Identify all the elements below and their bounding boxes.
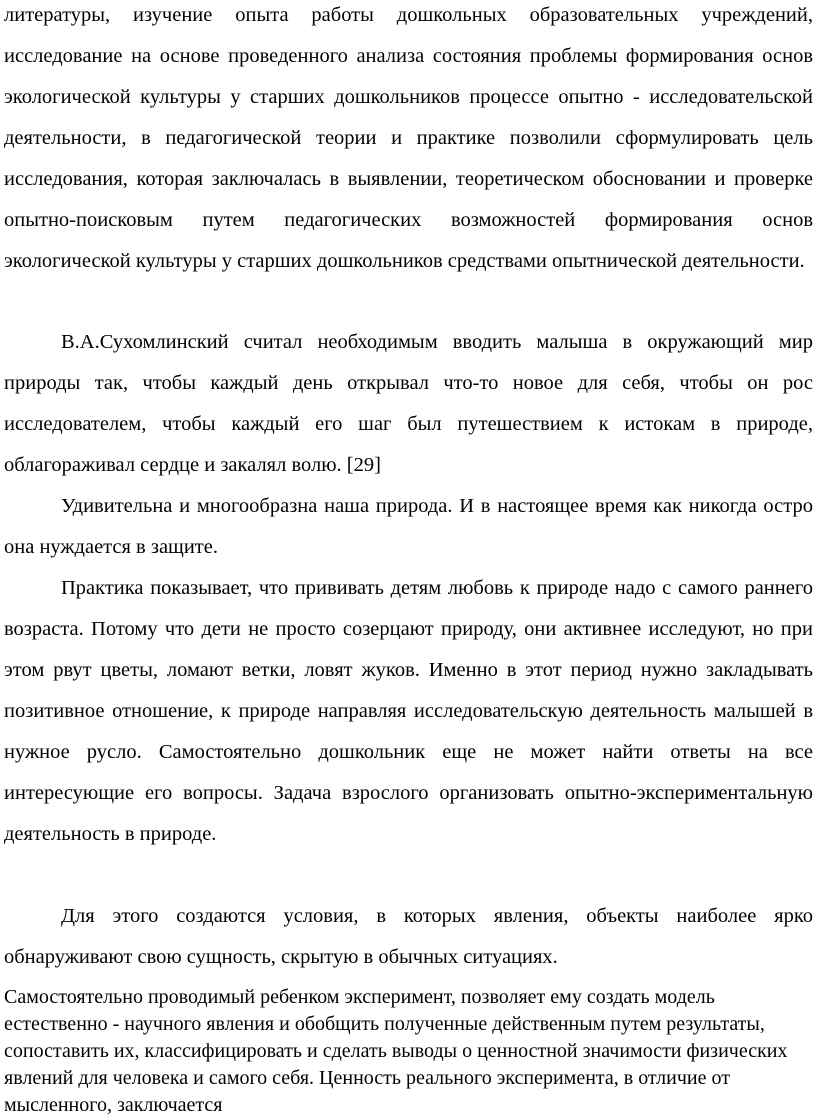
paragraph-text: литературы, изучение опыта работы дошкольных образовательных учреждений, исследование на основе проведенного анализа состояния проблемы формирования основ экологической культуры у старших дошкольников процессе опытно - исследовательской деятельности, в педагогической теории и практике позволили сформулировать цель исследования, которая заключалась в выявлении, теоретическом обосновании и проверке опытно-поисковым путем педагогических возможностей формирования основ экологической культуры у старших дошкольников средствами опытнической деятельности.	[4, 4, 813, 272]
paragraph-text: Практика показывает, что прививать детям любовь к природе надо с самого раннего возраста. Потому что дети не просто созерцают природу, они активнее исследуют, но при этом рвут цветы, ломают ветки, ловят жуков. Именно в этот период нужно закладывать позитивное отношение, к природе направляя исследовательскую деятельность малышей в нужное русло. Самостоятельно дошкольник еще не может найти ответы на все интересующие его вопросы. Задача взрослого организовать опытно-экспериментальную деятельность в природе.	[4, 577, 813, 845]
paragraph-conditions	[4, 896, 813, 978]
paragraph-text: Удивительна и многообразна наша природа. И в настоящее время как никогда остро она нуждается в защите.	[4, 495, 813, 558]
paragraph-practice	[4, 568, 813, 855]
paragraph-nature-protection	[4, 486, 813, 568]
paragraph-experiment	[4, 984, 794, 1119]
paragraph-text: Для этого создаются условия, в которых явления, объекты наиболее ярко обнаруживают свою сущность, скрытую в обычных ситуациях.	[4, 905, 813, 968]
paragraph-text: Самостоятельно проводимый ребенком эксперимент, позволяет ему создать модель естественно - научного явления и обобщить полученные действенным путем результаты, сопоставить их, классифицировать и сделать выводы о ценностной значимости физических явлений для человека и самого себя. Ценность реального эксперимента, в отличие от мысленного, заключается	[4, 986, 788, 1116]
paragraph-sukhomlinsky	[4, 322, 813, 486]
paragraph-research-goal	[4, 0, 813, 282]
paragraph-text: В.А.Сухомлинский считал необходимым вводить малыша в окружающий мир природы так, чтобы каждый день открывал что-то новое для себя, чтобы он рос исследователем, чтобы каждый его шаг был путешествием к истокам в природе, облагораживал сердце и закалял волю. [29]	[4, 331, 813, 476]
